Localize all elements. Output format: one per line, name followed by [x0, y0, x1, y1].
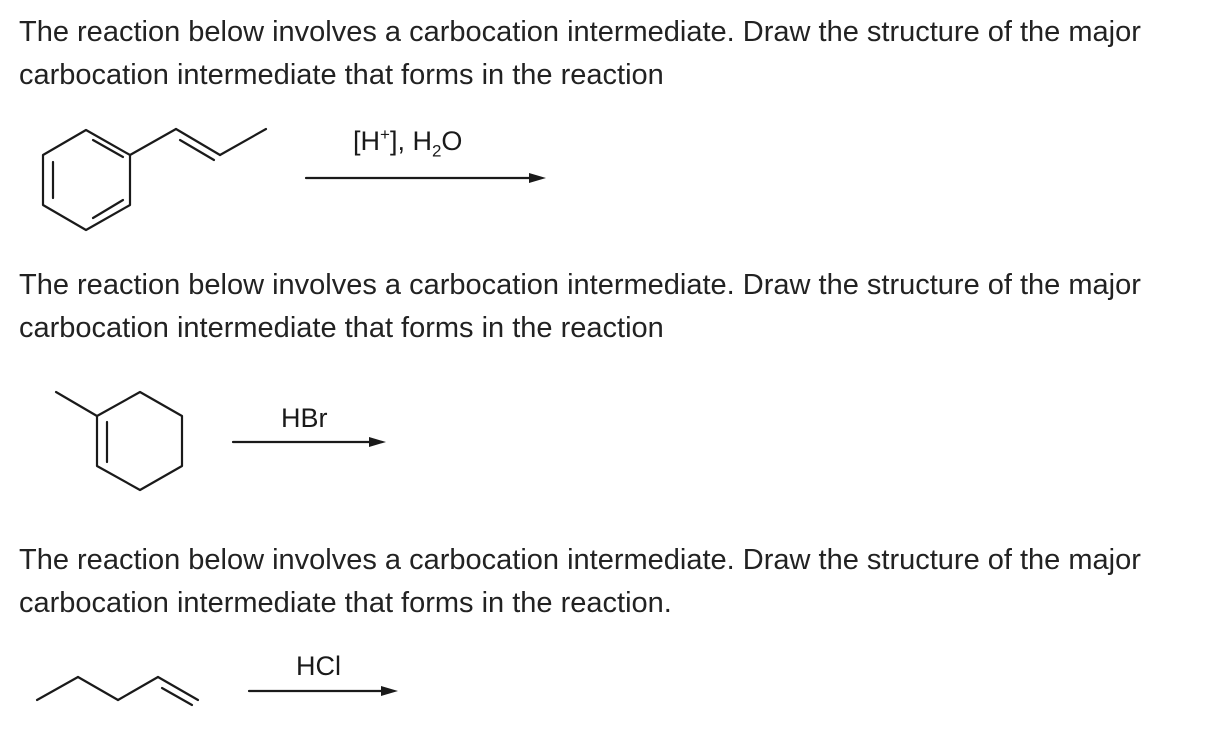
question-2-methylcyclohexene — [56, 392, 182, 490]
question-1-benzene-ring — [43, 130, 130, 230]
question-2-reagent: HBr — [281, 403, 328, 433]
question-2-prompt: The reaction below involves a carbocation intermediate. Draw the structure of the major carbocation intermediate that forms in the reaction — [19, 269, 1141, 344]
question-3-reagent: HCl — [296, 651, 341, 681]
question-1-alkene-chain — [130, 129, 266, 160]
question-1-prompt: The reaction below involves a carbocation intermediate. Draw the structure of the major carbocation intermediate that forms in the reaction — [19, 16, 1141, 91]
question-3-butene — [37, 677, 198, 705]
question-3-reaction-arrow — [249, 686, 398, 696]
question-3-prompt: The reaction below involves a carbocation intermediate. Draw the structure of the major carbocation intermediate that forms in the reaction. — [19, 544, 1141, 619]
question-2-reaction-arrow — [233, 437, 386, 447]
question-1-reagent: [H+], $H_2O$ — [353, 125, 463, 161]
question-1-reaction-arrow — [306, 173, 546, 183]
